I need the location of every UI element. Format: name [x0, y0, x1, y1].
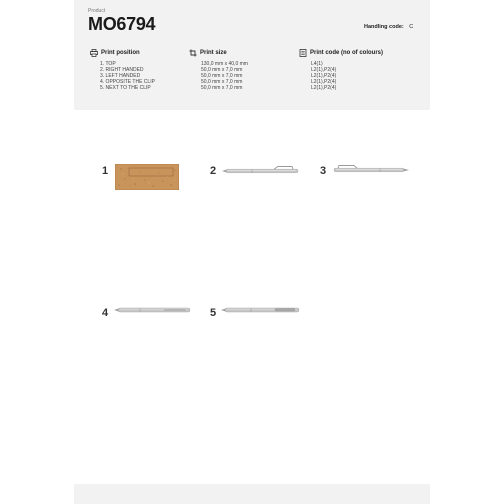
footer-bar: [74, 484, 430, 504]
view-number: 1: [102, 165, 109, 177]
print-code-item: L4(1): [311, 61, 323, 67]
print-position-column: [90, 48, 155, 91]
handling-code-label: Handling code:: [364, 24, 404, 30]
pen-opposite-clip-image: [114, 303, 192, 317]
product-code: MO6794: [88, 14, 156, 34]
print-size-item: 50,0 mm x 7,0 mm: [201, 85, 243, 91]
print-position-item: 5. NEXT TO THE CLIP: [100, 85, 151, 91]
handling-code-value: C: [409, 24, 414, 30]
print-size-item: 50,0 mm x 7,0 mm: [201, 67, 243, 73]
view-number: 2: [210, 165, 217, 177]
print-position-item: 1. TOP: [100, 61, 116, 67]
view-number: 5: [210, 307, 217, 319]
print-size-title: Print size: [200, 50, 227, 56]
list-icon: [299, 49, 307, 57]
print-size-item: 130,0 mm x 40,0 mm: [201, 61, 248, 67]
product-label: Product: [88, 8, 106, 14]
view-number: 4: [102, 307, 109, 319]
print-code-item: L2(1),P2(4): [311, 67, 337, 73]
print-position-list: [90, 61, 155, 91]
print-code-item: L2(1),P2(4): [311, 85, 337, 91]
print-code-item: L2(1),P2(4): [311, 73, 337, 79]
print-code-column: [299, 48, 383, 91]
printer-icon: [90, 49, 98, 57]
print-position-item: 4. OPPOSITE THE CLIP: [100, 79, 155, 85]
view-number: 3: [320, 165, 327, 177]
print-position-item: 2. RIGHT HANDED: [100, 67, 144, 73]
print-position-item: 3. LEFT HANDED: [100, 73, 141, 79]
print-code-list: [299, 61, 383, 91]
print-size-column: [189, 48, 248, 91]
print-size-item: 50,0 mm x 7,0 mm: [201, 79, 243, 85]
handling-code: [364, 24, 413, 30]
print-size-list: [189, 61, 248, 91]
pen-clip-left-image: [332, 162, 410, 176]
cork-case-image: [115, 164, 179, 190]
print-size-item: 50,0 mm x 7,0 mm: [201, 73, 243, 79]
crop-icon: [189, 49, 197, 57]
product-header: [74, 0, 430, 110]
print-position-title: Print position: [101, 50, 140, 56]
pen-next-to-clip-image: [221, 303, 301, 317]
print-code-title: Print code (no of colours): [310, 50, 383, 56]
print-code-item: L2(1),P2(4): [311, 79, 337, 85]
pen-clip-right-image: [222, 164, 300, 178]
